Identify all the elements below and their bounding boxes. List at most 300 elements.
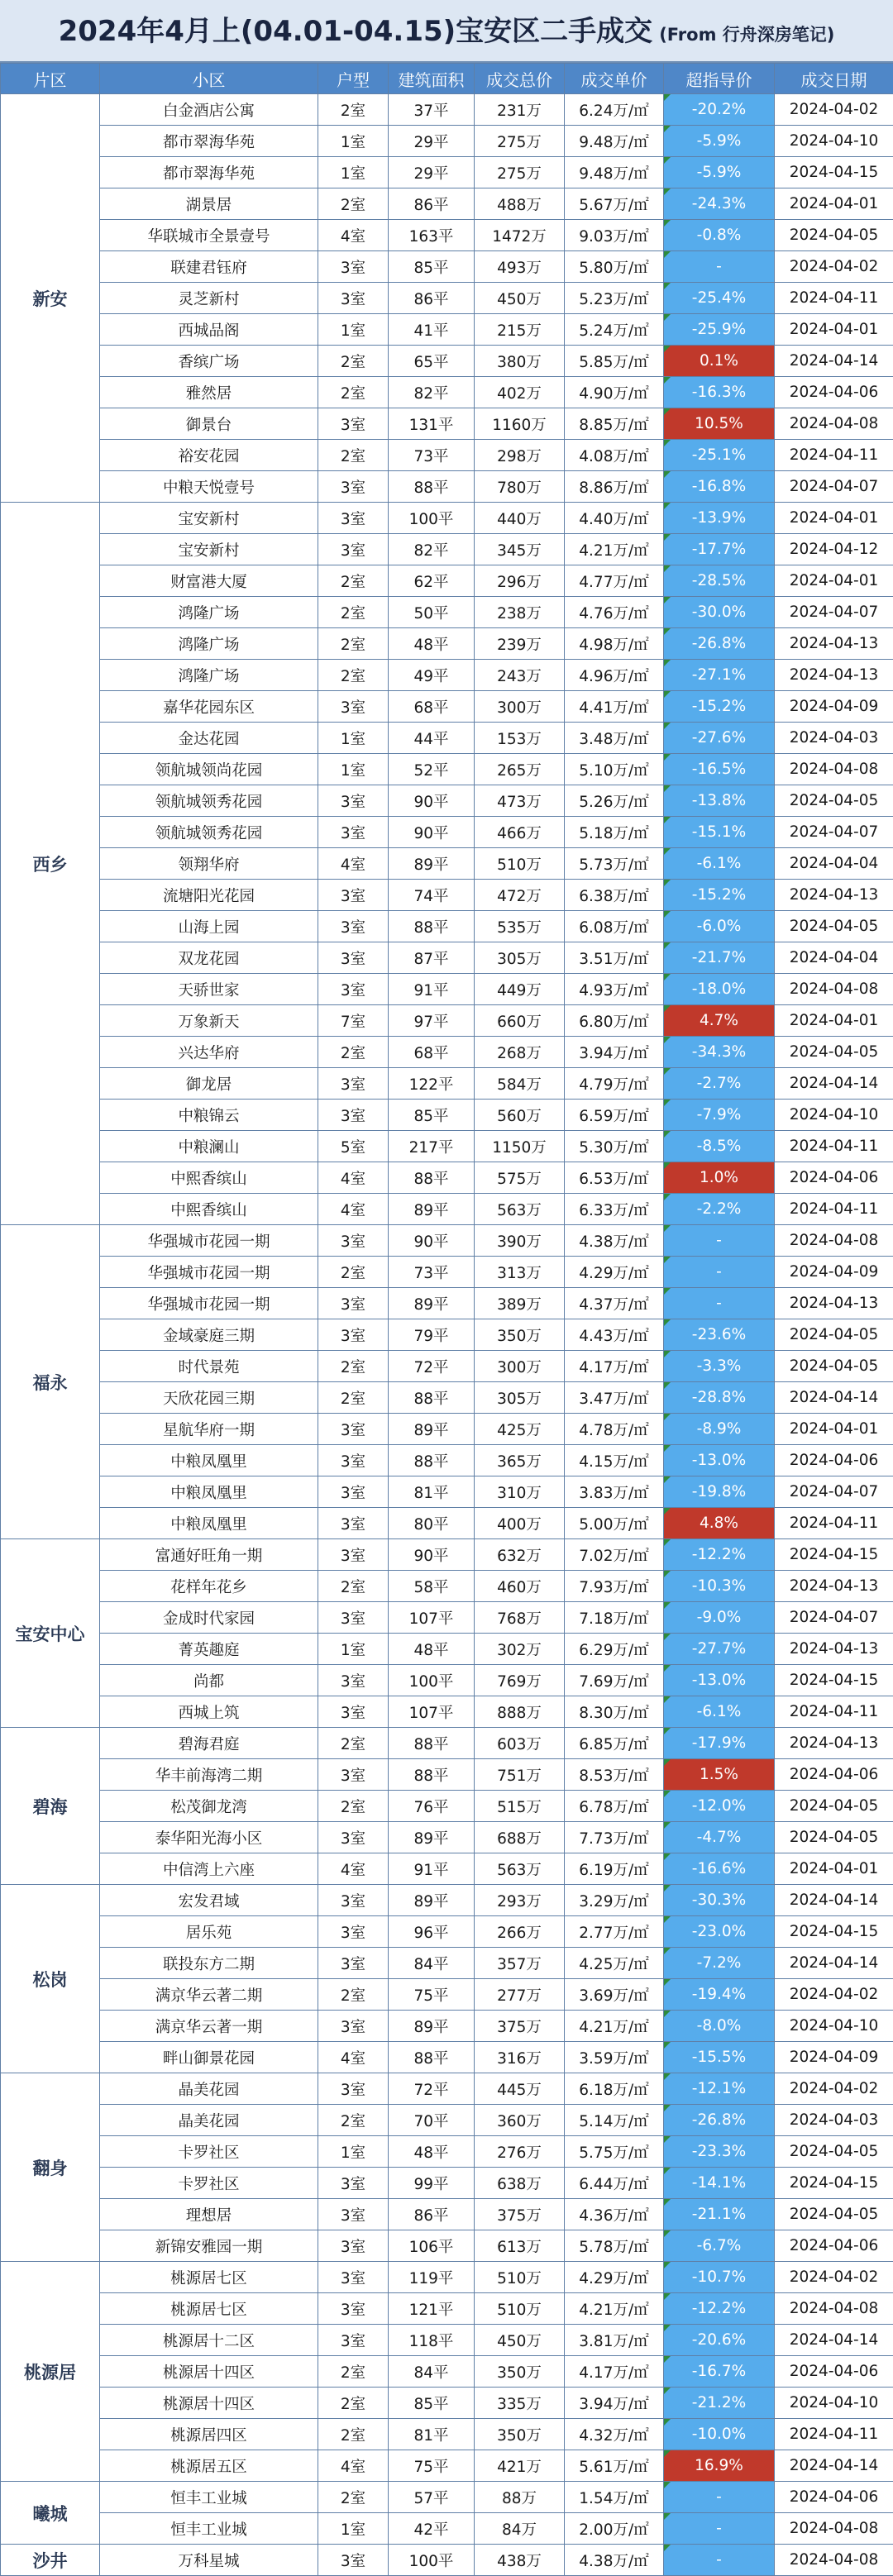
vs-guide-cell: -13.9%: [664, 503, 775, 534]
vs-guide-cell: -: [664, 2513, 775, 2545]
vs-guide-cell: -3.3%: [664, 1351, 775, 1382]
layout-cell: 4室: [318, 1853, 389, 1885]
table-row: [1, 2325, 893, 2356]
community-cell: 中信湾上六座: [100, 1853, 318, 1885]
vs-guide-cell: -6.7%: [664, 2230, 775, 2262]
table-row: [1, 1791, 893, 1822]
unit-price-cell: 5.75万/㎡: [565, 2136, 664, 2168]
table-row: [1, 942, 893, 974]
total-price-cell: 768万: [475, 1602, 565, 1634]
total-price-cell: 375万: [475, 2199, 565, 2230]
table-row: [1, 94, 893, 126]
date-cell: 2024-04-05: [775, 2136, 893, 2168]
total-price-cell: 265万: [475, 754, 565, 785]
vs-guide-cell: -: [664, 1225, 775, 1257]
total-price-cell: 310万: [475, 1476, 565, 1508]
table-row: [1, 1822, 893, 1853]
unit-price-cell: 8.53万/㎡: [565, 1759, 664, 1791]
vs-guide-cell: -12.1%: [664, 2073, 775, 2105]
layout-cell: 3室: [318, 1508, 389, 1539]
date-cell: 2024-04-11: [775, 2419, 893, 2450]
unit-price-cell: 4.36万/㎡: [565, 2199, 664, 2230]
vs-guide-cell: -13.0%: [664, 1665, 775, 1696]
total-price-cell: 350万: [475, 2356, 565, 2388]
area-cell: 62平: [389, 565, 475, 597]
date-cell: 2024-04-05: [775, 220, 893, 251]
area-cell: 72平: [389, 2073, 475, 2105]
district-cell: 翻身: [1, 2073, 100, 2262]
unit-price-cell: 5.78万/㎡: [565, 2230, 664, 2262]
date-cell: 2024-04-02: [775, 2262, 893, 2293]
area-cell: 89平: [389, 1414, 475, 1445]
area-cell: 89平: [389, 1194, 475, 1225]
vs-guide-cell: -21.7%: [664, 942, 775, 974]
layout-cell: 3室: [318, 2325, 389, 2356]
table-row: [1, 126, 893, 157]
area-cell: 90平: [389, 817, 475, 848]
layout-cell: 3室: [318, 1822, 389, 1853]
date-cell: 2024-04-10: [775, 1100, 893, 1131]
layout-cell: 3室: [318, 1476, 389, 1508]
table-row: [1, 1508, 893, 1539]
total-price-cell: 302万: [475, 1634, 565, 1665]
total-price-cell: 305万: [475, 1382, 565, 1414]
table-row: [1, 1539, 893, 1571]
layout-cell: 2室: [318, 660, 389, 691]
area-cell: 81平: [389, 1476, 475, 1508]
area-cell: 90平: [389, 1225, 475, 1257]
vs-guide-cell: -25.9%: [664, 314, 775, 346]
layout-cell: 3室: [318, 2073, 389, 2105]
layout-cell: 2室: [318, 1351, 389, 1382]
community-cell: 桃源居十二区: [100, 2325, 318, 2356]
layout-cell: 3室: [318, 1948, 389, 1979]
area-cell: 118平: [389, 2325, 475, 2356]
table-row: [1, 2168, 893, 2199]
table-row: [1, 1351, 893, 1382]
vs-guide-cell: -28.8%: [664, 1382, 775, 1414]
community-cell: 卡罗社区: [100, 2136, 318, 2168]
total-price-cell: 510万: [475, 848, 565, 880]
area-cell: 87平: [389, 942, 475, 974]
vs-guide-cell: -17.9%: [664, 1728, 775, 1759]
community-cell: 双龙花园: [100, 942, 318, 974]
table-row: [1, 1445, 893, 1476]
header-community: 小区: [100, 64, 318, 94]
area-cell: 100平: [389, 2545, 475, 2576]
vs-guide-cell: -27.1%: [664, 660, 775, 691]
layout-cell: 2室: [318, 1979, 389, 2011]
date-cell: 2024-04-01: [775, 503, 893, 534]
community-cell: 都市翠海华苑: [100, 126, 318, 157]
total-price-cell: 335万: [475, 2388, 565, 2419]
total-price-cell: 563万: [475, 1853, 565, 1885]
district-cell: 松岗: [1, 1885, 100, 2073]
area-cell: 85平: [389, 1100, 475, 1131]
area-cell: 84平: [389, 1948, 475, 1979]
vs-guide-cell: -19.4%: [664, 1979, 775, 2011]
area-cell: 86平: [389, 188, 475, 220]
unit-price-cell: 6.78万/㎡: [565, 1791, 664, 1822]
unit-price-cell: 3.94万/㎡: [565, 1037, 664, 1068]
table-row: [1, 2262, 893, 2293]
community-cell: 中熙香缤山: [100, 1162, 318, 1194]
total-price-cell: 300万: [475, 691, 565, 723]
table-row: [1, 2513, 893, 2545]
table-row: [1, 1696, 893, 1728]
date-cell: 2024-04-06: [775, 2482, 893, 2513]
table-row: [1, 1194, 893, 1225]
vs-guide-cell: -26.8%: [664, 2105, 775, 2136]
area-cell: 88平: [389, 2042, 475, 2073]
table-row: [1, 2293, 893, 2325]
layout-cell: 2室: [318, 1382, 389, 1414]
area-cell: 131平: [389, 408, 475, 440]
unit-price-cell: 4.25万/㎡: [565, 1948, 664, 1979]
table-row: [1, 440, 893, 471]
vs-guide-cell: -12.2%: [664, 1539, 775, 1571]
date-cell: 2024-04-06: [775, 1759, 893, 1791]
unit-price-cell: 3.48万/㎡: [565, 723, 664, 754]
vs-guide-cell: -23.3%: [664, 2136, 775, 2168]
vs-guide-cell: -6.0%: [664, 911, 775, 942]
unit-price-cell: 3.69万/㎡: [565, 1979, 664, 2011]
community-cell: 中粮澜山: [100, 1131, 318, 1162]
header-layout: 户型: [318, 64, 389, 94]
layout-cell: 3室: [318, 1759, 389, 1791]
table-row: [1, 1100, 893, 1131]
layout-cell: 1室: [318, 126, 389, 157]
total-price-cell: 84万: [475, 2513, 565, 2545]
date-cell: 2024-04-08: [775, 2545, 893, 2576]
date-cell: 2024-04-14: [775, 346, 893, 377]
total-price-cell: 268万: [475, 1037, 565, 1068]
vs-guide-cell: -13.8%: [664, 785, 775, 817]
date-cell: 2024-04-13: [775, 1728, 893, 1759]
community-cell: 联建君钰府: [100, 251, 318, 283]
vs-guide-cell: -6.1%: [664, 1696, 775, 1728]
date-cell: 2024-04-11: [775, 1508, 893, 1539]
community-cell: 宏发君域: [100, 1885, 318, 1916]
unit-price-cell: 7.73万/㎡: [565, 1822, 664, 1853]
community-cell: 财富港大厦: [100, 565, 318, 597]
date-cell: 2024-04-04: [775, 942, 893, 974]
community-cell: 金达花园: [100, 723, 318, 754]
area-cell: 88平: [389, 1728, 475, 1759]
community-cell: 万象新天: [100, 1005, 318, 1037]
vs-guide-cell: -14.1%: [664, 2168, 775, 2199]
vs-guide-cell: -21.2%: [664, 2388, 775, 2419]
layout-cell: 2室: [318, 2105, 389, 2136]
date-cell: 2024-04-11: [775, 440, 893, 471]
total-price-cell: 305万: [475, 942, 565, 974]
total-price-cell: 438万: [475, 2545, 565, 2576]
layout-cell: 4室: [318, 848, 389, 880]
unit-price-cell: 3.51万/㎡: [565, 942, 664, 974]
date-cell: 2024-04-07: [775, 597, 893, 628]
vs-guide-cell: -30.0%: [664, 597, 775, 628]
vs-guide-cell: -26.8%: [664, 628, 775, 660]
community-cell: 泰华阳光海小区: [100, 1822, 318, 1853]
layout-cell: 3室: [318, 1414, 389, 1445]
total-price-cell: 390万: [475, 1225, 565, 1257]
title-main: 2024年4月上(04.01-04.15)宝安区二手成交: [59, 15, 653, 48]
table-row: [1, 974, 893, 1005]
area-cell: 96平: [389, 1916, 475, 1948]
date-cell: 2024-04-10: [775, 2011, 893, 2042]
vs-guide-cell: -6.1%: [664, 848, 775, 880]
total-price-cell: 88万: [475, 2482, 565, 2513]
table-row: [1, 1948, 893, 1979]
table-row: [1, 220, 893, 251]
unit-price-cell: 4.15万/㎡: [565, 1445, 664, 1476]
layout-cell: 3室: [318, 283, 389, 314]
layout-cell: 1室: [318, 723, 389, 754]
date-cell: 2024-04-10: [775, 126, 893, 157]
area-cell: 41平: [389, 314, 475, 346]
date-cell: 2024-04-11: [775, 283, 893, 314]
community-cell: 兴达华府: [100, 1037, 318, 1068]
unit-price-cell: 4.38万/㎡: [565, 2545, 664, 2576]
community-cell: 鸿隆广场: [100, 660, 318, 691]
unit-price-cell: 5.23万/㎡: [565, 283, 664, 314]
area-cell: 89平: [389, 1822, 475, 1853]
total-price-cell: 769万: [475, 1665, 565, 1696]
date-cell: 2024-04-15: [775, 1916, 893, 1948]
vs-guide-cell: -10.3%: [664, 1571, 775, 1602]
layout-cell: 3室: [318, 503, 389, 534]
table-row: [1, 660, 893, 691]
area-cell: 84平: [389, 2356, 475, 2388]
date-cell: 2024-04-13: [775, 628, 893, 660]
area-cell: 85平: [389, 251, 475, 283]
table-row: [1, 1414, 893, 1445]
vs-guide-cell: -20.6%: [664, 2325, 775, 2356]
date-cell: 2024-04-14: [775, 2450, 893, 2482]
table-row: [1, 880, 893, 911]
community-cell: 桃源居十四区: [100, 2388, 318, 2419]
total-price-cell: 276万: [475, 2136, 565, 2168]
date-cell: 2024-04-14: [775, 1885, 893, 1916]
total-price-cell: 1160万: [475, 408, 565, 440]
date-cell: 2024-04-14: [775, 1068, 893, 1100]
date-cell: 2024-04-11: [775, 1696, 893, 1728]
table-row: [1, 1131, 893, 1162]
unit-price-cell: 6.33万/㎡: [565, 1194, 664, 1225]
area-cell: 89平: [389, 2011, 475, 2042]
vs-guide-cell: -2.7%: [664, 1068, 775, 1100]
table-row: [1, 377, 893, 408]
community-cell: 万科星城: [100, 2545, 318, 2576]
date-cell: 2024-04-09: [775, 1257, 893, 1288]
community-cell: 理想居: [100, 2199, 318, 2230]
community-cell: 恒丰工业城: [100, 2513, 318, 2545]
area-cell: 42平: [389, 2513, 475, 2545]
unit-price-cell: 6.18万/㎡: [565, 2073, 664, 2105]
date-cell: 2024-04-02: [775, 94, 893, 126]
community-cell: 都市翠海华苑: [100, 157, 318, 188]
total-price-cell: 357万: [475, 1948, 565, 1979]
table-row: [1, 2042, 893, 2073]
community-cell: 领航城领秀花园: [100, 785, 318, 817]
community-cell: 灵芝新村: [100, 283, 318, 314]
area-cell: 100平: [389, 503, 475, 534]
table-row: [1, 2419, 893, 2450]
date-cell: 2024-04-05: [775, 1822, 893, 1853]
community-cell: 华强城市花园一期: [100, 1288, 318, 1319]
unit-price-cell: 4.43万/㎡: [565, 1319, 664, 1351]
date-cell: 2024-04-01: [775, 314, 893, 346]
area-cell: 73平: [389, 1257, 475, 1288]
layout-cell: 2室: [318, 94, 389, 126]
area-cell: 88平: [389, 1382, 475, 1414]
unit-price-cell: 4.93万/㎡: [565, 974, 664, 1005]
area-cell: 86平: [389, 283, 475, 314]
table-row: [1, 911, 893, 942]
layout-cell: 3室: [318, 1225, 389, 1257]
vs-guide-cell: -7.2%: [664, 1948, 775, 1979]
table-row: [1, 2388, 893, 2419]
area-cell: 88平: [389, 1445, 475, 1476]
unit-price-cell: 4.29万/㎡: [565, 2262, 664, 2293]
area-cell: 76平: [389, 1791, 475, 1822]
unit-price-cell: 9.03万/㎡: [565, 220, 664, 251]
date-cell: 2024-04-06: [775, 1445, 893, 1476]
district-cell: 沙井: [1, 2545, 100, 2576]
table-row: [1, 817, 893, 848]
layout-cell: 3室: [318, 2230, 389, 2262]
date-cell: 2024-04-07: [775, 1602, 893, 1634]
table-row: [1, 1665, 893, 1696]
layout-cell: 3室: [318, 2293, 389, 2325]
layout-cell: 3室: [318, 1445, 389, 1476]
date-cell: 2024-04-02: [775, 251, 893, 283]
community-cell: 尚都: [100, 1665, 318, 1696]
vs-guide-cell: -8.5%: [664, 1131, 775, 1162]
layout-cell: 3室: [318, 1539, 389, 1571]
vs-guide-cell: -7.9%: [664, 1100, 775, 1131]
unit-price-cell: 5.73万/㎡: [565, 848, 664, 880]
layout-cell: 3室: [318, 1696, 389, 1728]
table-row: [1, 1853, 893, 1885]
date-cell: 2024-04-03: [775, 2105, 893, 2136]
total-price-cell: 1150万: [475, 1131, 565, 1162]
layout-cell: 3室: [318, 1319, 389, 1351]
unit-price-cell: 4.21万/㎡: [565, 534, 664, 565]
community-cell: 恒丰工业城: [100, 2482, 318, 2513]
table-row: [1, 314, 893, 346]
community-cell: 西城上筑: [100, 1696, 318, 1728]
total-price-cell: 563万: [475, 1194, 565, 1225]
community-cell: 桃源居四区: [100, 2419, 318, 2450]
unit-price-cell: 4.17万/㎡: [565, 2356, 664, 2388]
vs-guide-cell: 16.9%: [664, 2450, 775, 2482]
table-row: [1, 723, 893, 754]
unit-price-cell: 4.78万/㎡: [565, 1414, 664, 1445]
layout-cell: 2室: [318, 2356, 389, 2388]
unit-price-cell: 5.85万/㎡: [565, 346, 664, 377]
table-row: [1, 1068, 893, 1100]
area-cell: 65平: [389, 346, 475, 377]
total-price-cell: 215万: [475, 314, 565, 346]
table-body: [1, 94, 893, 2576]
unit-price-cell: 6.59万/㎡: [565, 1100, 664, 1131]
total-price-cell: 231万: [475, 94, 565, 126]
community-cell: 华丰前海湾二期: [100, 1759, 318, 1791]
vs-guide-cell: -10.7%: [664, 2262, 775, 2293]
area-cell: 82平: [389, 534, 475, 565]
area-cell: 48平: [389, 1634, 475, 1665]
table-row: [1, 785, 893, 817]
total-price-cell: 660万: [475, 1005, 565, 1037]
layout-cell: 2室: [318, 1257, 389, 1288]
community-cell: 居乐苑: [100, 1916, 318, 1948]
date-cell: 2024-04-11: [775, 1131, 893, 1162]
total-price-cell: 277万: [475, 1979, 565, 2011]
vs-guide-cell: -: [664, 251, 775, 283]
date-cell: 2024-04-13: [775, 880, 893, 911]
community-cell: 中粮凤凰里: [100, 1445, 318, 1476]
layout-cell: 2室: [318, 2419, 389, 2450]
area-cell: 73平: [389, 440, 475, 471]
community-cell: 天骄世家: [100, 974, 318, 1005]
vs-guide-cell: -2.2%: [664, 1194, 775, 1225]
vs-guide-cell: -8.9%: [664, 1414, 775, 1445]
table-row: [1, 1319, 893, 1351]
layout-cell: 2室: [318, 1037, 389, 1068]
total-price-cell: 751万: [475, 1759, 565, 1791]
community-cell: 满京华云著一期: [100, 2011, 318, 2042]
total-price-cell: 449万: [475, 974, 565, 1005]
vs-guide-cell: -9.0%: [664, 1602, 775, 1634]
table-row: [1, 628, 893, 660]
date-cell: 2024-04-01: [775, 1414, 893, 1445]
layout-cell: 1室: [318, 1634, 389, 1665]
community-cell: 鸿隆广场: [100, 597, 318, 628]
area-cell: 79平: [389, 1319, 475, 1351]
table-row: [1, 1005, 893, 1037]
area-cell: 85平: [389, 2388, 475, 2419]
total-price-cell: 445万: [475, 2073, 565, 2105]
area-cell: 89平: [389, 1288, 475, 1319]
area-cell: 88平: [389, 1759, 475, 1791]
unit-price-cell: 2.00万/㎡: [565, 2513, 664, 2545]
table-row: [1, 1571, 893, 1602]
table-row: [1, 1979, 893, 2011]
date-cell: 2024-04-15: [775, 1665, 893, 1696]
community-cell: 新锦安雅园一期: [100, 2230, 318, 2262]
total-price-cell: 275万: [475, 126, 565, 157]
table-row: [1, 691, 893, 723]
total-price-cell: 380万: [475, 346, 565, 377]
date-cell: 2024-04-14: [775, 1382, 893, 1414]
total-price-cell: 389万: [475, 1288, 565, 1319]
district-cell: 新安: [1, 94, 100, 503]
date-cell: 2024-04-05: [775, 1791, 893, 1822]
unit-price-cell: 5.14万/㎡: [565, 2105, 664, 2136]
vs-guide-cell: -12.2%: [664, 2293, 775, 2325]
unit-price-cell: 6.29万/㎡: [565, 1634, 664, 1665]
community-cell: 山海上园: [100, 911, 318, 942]
unit-price-cell: 3.59万/㎡: [565, 2042, 664, 2073]
total-price-cell: 238万: [475, 597, 565, 628]
table-row: [1, 157, 893, 188]
layout-cell: 3室: [318, 785, 389, 817]
total-price-cell: 638万: [475, 2168, 565, 2199]
header-date: 成交日期: [775, 64, 893, 94]
layout-cell: 2室: [318, 1791, 389, 1822]
table-row: [1, 534, 893, 565]
